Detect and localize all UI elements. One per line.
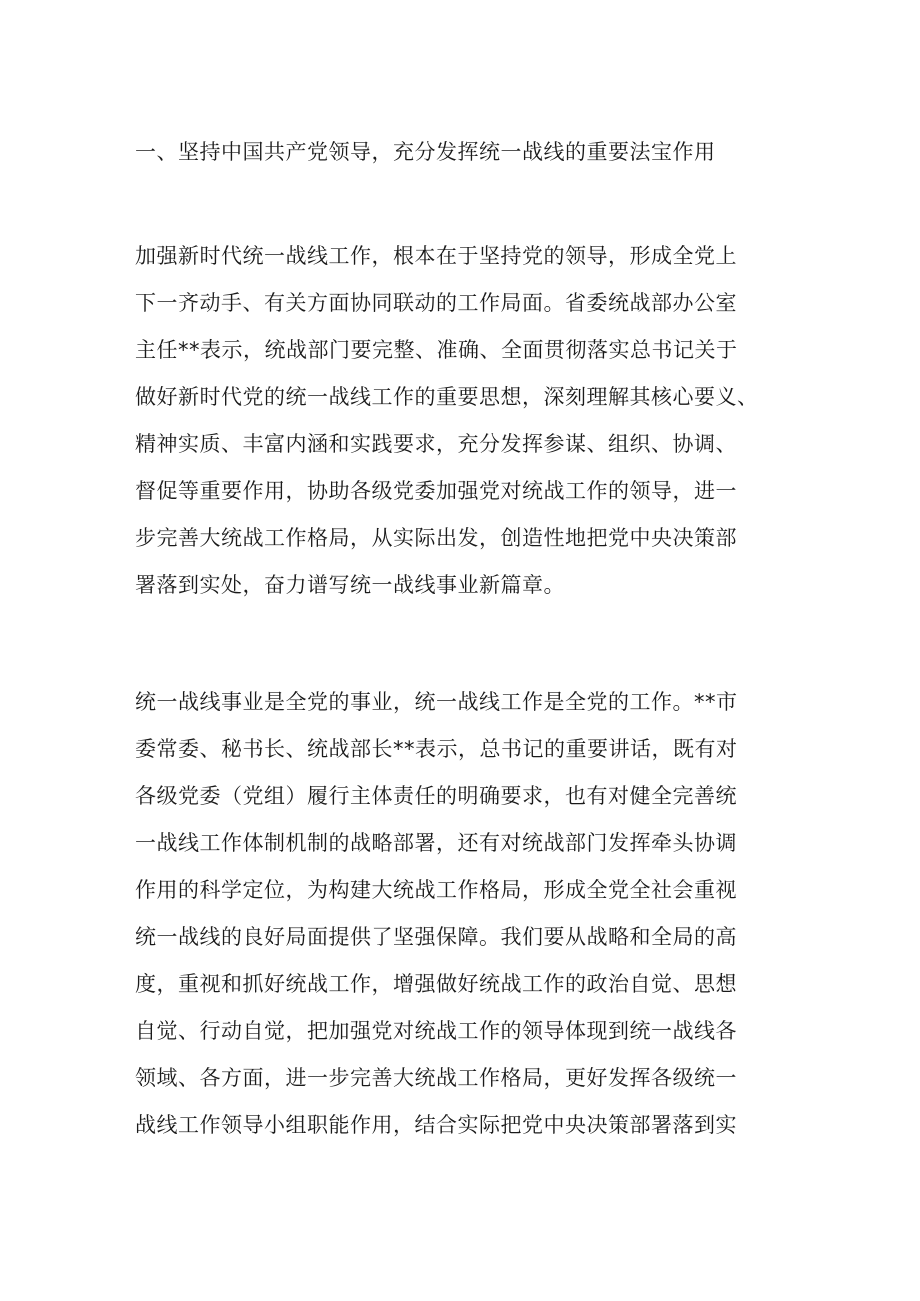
paragraph-line: 领域、各方面，进一步完善大统战工作格局，更好发挥各级统一 [135,1066,737,1090]
paragraph-line: 主任**表示，统战部门要完整、准确、全面贯彻落实总书记关于 [135,338,738,362]
paragraph-line: 督促等重要作用，协助各级党委加强党对统战工作的领导，进一 [135,479,737,503]
paragraph-line: 统一战线的良好局面提供了坚强保障。我们要从战略和全局的高 [135,925,737,949]
paragraph-line: 加强新时代统一战线工作，根本在于坚持党的领导，形成全党上 [135,244,737,268]
paragraph-line: 一战线工作体制机制的战略部署，还有对统战部门发挥牵头协调 [135,831,737,855]
paragraph-line: 作用的科学定位，为构建大统战工作格局，形成全党全社会重视 [135,878,737,902]
paragraph-line: 统一战线事业是全党的事业，统一战线工作是全党的工作。**市 [135,690,738,714]
paragraph-line: 下一齐动手、有关方面协同联动的工作局面。省委统战部办公室 [135,291,737,315]
paragraph-line: 步完善大统战工作格局，从实际出发，创造性地把党中央决策部 [135,526,737,550]
paragraph-line: 精神实质、丰富内涵和实践要求，充分发挥参谋、组织、协调、 [135,432,737,456]
paragraph-line: 自觉、行动自觉，把加强党对统战工作的领导体现到统一战线各 [135,1019,737,1043]
paragraph-line: 署落到实处，奋力谱写统一战线事业新篇章。 [135,573,565,597]
paragraph-line: 各级党委（党组）履行主体责任的明确要求，也有对健全完善统 [135,784,737,808]
section-heading: 一、坚持中国共产党领导，充分发挥统一战线的重要法宝作用 [135,140,716,164]
paragraph-line: 度，重视和抓好统战工作，增强做好统战工作的政治自觉、思想 [135,972,737,996]
paragraph-line: 战线工作领导小组职能作用，结合实际把党中央决策部署落到实 [135,1113,737,1137]
paragraph-line: 委常委、秘书长、统战部长**表示，总书记的重要讲话，既有对 [135,737,738,761]
paragraph-line: 做好新时代党的统一战线工作的重要思想，深刻理解其核心要义、 [135,385,759,409]
